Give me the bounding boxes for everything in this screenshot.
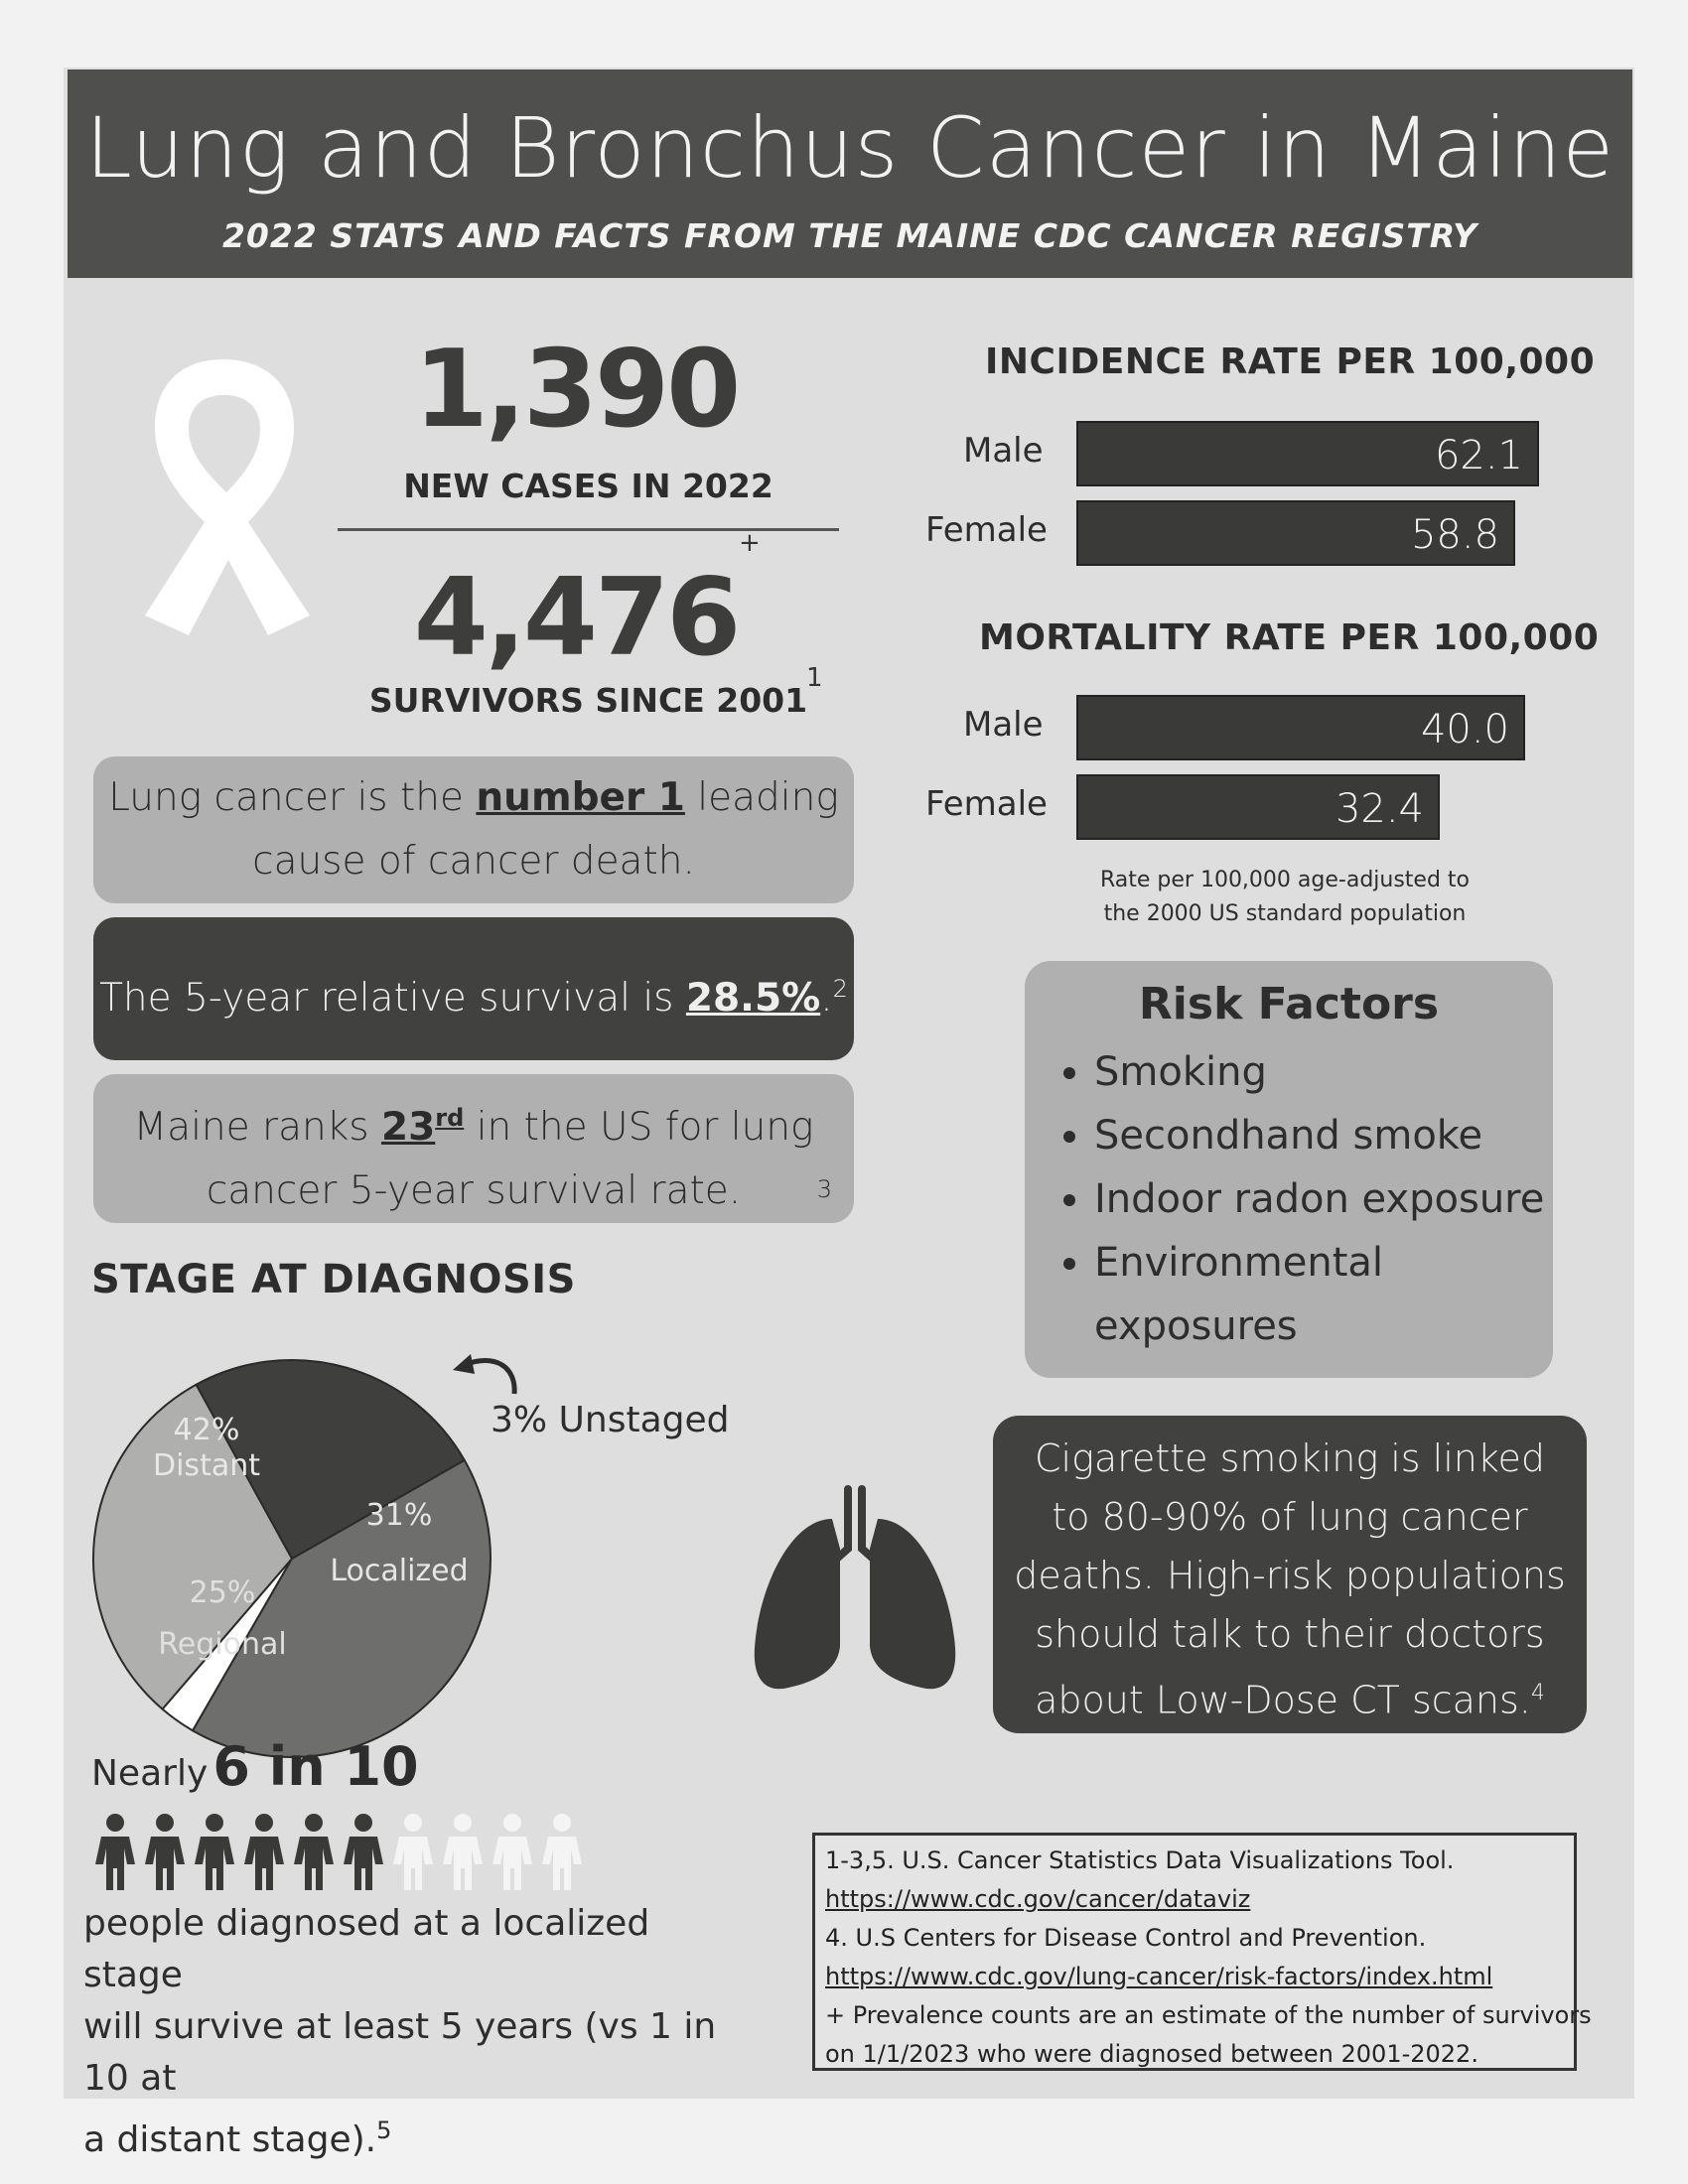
pie-label-distant-pct: 42% — [173, 1413, 240, 1447]
pie-label-distant: Distant — [153, 1448, 260, 1483]
risk-factors-title: Risk Factors — [1138, 979, 1440, 1029]
survivors-plus-marker: + — [739, 528, 761, 558]
fact-leading-line2: cause of cancer death. — [252, 839, 695, 884]
survival-text-line2: will survive at least 5 years (vs 1 in 10 at — [83, 2006, 717, 2099]
stage-pie-chart — [83, 1350, 500, 1767]
ratio-text: 6 in 10 — [212, 1735, 419, 1798]
header-banner — [68, 69, 1632, 278]
smoking-line5: about Low-Dose CT scans. — [1035, 1678, 1531, 1722]
unstaged-label: 3% Unstaged — [491, 1400, 730, 1440]
smoking-info-box — [993, 1416, 1587, 1733]
person-icon-empty — [492, 1814, 532, 1890]
survival-text-line1: people diagnosed at a localized stage — [83, 1903, 650, 1995]
fact-leading-cause — [93, 756, 854, 903]
person-icon-filled — [145, 1814, 185, 1890]
fact-survival-bold: 28.5% — [685, 976, 821, 1021]
person-icon-filled — [344, 1814, 383, 1890]
rate-note-line1: Rate per 100,000 age-adjusted to — [1099, 868, 1471, 892]
nearly-text: Nearly — [91, 1753, 209, 1794]
fact-survival-ref: 2 — [832, 975, 848, 1003]
risk-item: • Environmental exposures — [1094, 1231, 1531, 1358]
page-subtitle: 2022 STATS AND FACTS FROM THE MAINE CDC CANCER REGISTRY — [221, 216, 1478, 255]
person-icon-empty — [443, 1814, 483, 1890]
survivors-label: SURVIVORS SINCE 2001 — [368, 681, 808, 720]
smoking-line2: to 80-90% of lung cancer — [1052, 1495, 1528, 1539]
person-icon-filled — [244, 1814, 284, 1890]
fact-survival-rate — [93, 917, 854, 1060]
risk-factors-list — [1055, 1040, 1544, 1358]
fact-rank-ref: 3 — [816, 1175, 832, 1203]
new-cases-value: 1,390 — [413, 328, 739, 452]
risk-item: • Smoking — [1094, 1040, 1544, 1104]
fact-leading-bold: number 1 — [476, 775, 685, 820]
references-box — [812, 1833, 1592, 2071]
risk-item: • Secondhand smoke — [1094, 1104, 1544, 1167]
reference-2: 4. U.S Centers for Disease Control and Prevention. — [825, 1924, 1427, 1952]
smoking-line4: should talk to their doctors — [1035, 1612, 1545, 1656]
person-icon-empty — [542, 1814, 582, 1890]
incidence-male-bar: 62.1 — [1076, 421, 1539, 486]
mortality-male-label: Male — [963, 705, 1044, 745]
fact-leading-text-post: leading — [684, 775, 839, 820]
pie-label-regional: Regional — [158, 1627, 287, 1662]
fact-leading-text-pre: Lung cancer is the — [108, 775, 477, 820]
reference-1: 1-3,5. U.S. Cancer Statistics Data Visualizations Tool. — [825, 1846, 1455, 1874]
risk-item: • Indoor radon exposure — [1094, 1167, 1544, 1231]
fact-rank-suffix: rd — [435, 1104, 465, 1132]
survival-text-line3: a distant stage). — [83, 2119, 377, 2160]
stats-divider — [338, 528, 839, 531]
incidence-title: INCIDENCE RATE PER 100,000 — [985, 341, 1596, 382]
mortality-male-bar: 40.0 — [1076, 695, 1525, 760]
survival-ref: 5 — [376, 2116, 392, 2144]
fact-rank-bold: 23 — [381, 1105, 436, 1150]
person-icon-empty — [393, 1814, 433, 1890]
smoking-line3: deaths. High-risk populations — [1014, 1554, 1566, 1597]
fact-rank-text-post: in the US for lung — [464, 1105, 814, 1150]
reference-4: on 1/1/2023 who were diagnosed between 2001-2022. — [825, 2040, 1478, 2068]
fact-survival-text-post: . — [820, 976, 833, 1021]
lungs-icon — [741, 1479, 969, 1707]
new-cases-label: NEW CASES IN 2022 — [403, 467, 774, 505]
people-pictogram — [91, 1813, 598, 1892]
fact-survival-text-pre: The 5-year relative survival is — [99, 976, 686, 1021]
pie-label-localized: Localized — [330, 1554, 469, 1588]
incidence-male-label: Male — [963, 431, 1044, 471]
person-icon-filled — [294, 1814, 334, 1890]
reference-1-link[interactable]: https://www.cdc.gov/cancer/dataviz — [825, 1885, 1251, 1913]
person-icon-filled — [95, 1814, 135, 1890]
survivors-value: 4,476 — [413, 556, 739, 680]
mortality-female-label: Female — [925, 784, 1048, 824]
rate-note-line2: the 2000 US standard population — [1103, 901, 1467, 926]
smoking-line1: Cigarette smoking is linked — [1035, 1436, 1545, 1480]
fact-rank-line2: cancer 5-year survival rate. — [206, 1168, 742, 1213]
stage-title: STAGE AT DIAGNOSIS — [91, 1257, 576, 1302]
rate-note — [1047, 864, 1523, 931]
pie-label-regional-pct: 25% — [189, 1575, 256, 1610]
curved-arrow-icon — [445, 1346, 524, 1406]
incidence-female-label: Female — [925, 510, 1048, 550]
person-icon-filled — [195, 1814, 234, 1890]
reference-3: + Prevalence counts are an estimate of the number of survivors — [825, 2001, 1592, 2029]
fact-maine-rank — [93, 1074, 854, 1223]
incidence-female-bar: 58.8 — [1076, 500, 1515, 566]
survivors-ref: 1 — [806, 663, 823, 693]
reference-2-link[interactable]: https://www.cdc.gov/lung-cancer/risk-factors/index.html — [825, 1963, 1493, 1990]
risk-factors-box — [1025, 961, 1553, 1378]
fact-rank-text-pre: Maine ranks — [133, 1105, 381, 1150]
mortality-title: MORTALITY RATE PER 100,000 — [979, 617, 1600, 658]
mortality-female-bar: 32.4 — [1076, 774, 1440, 840]
survival-ratio — [91, 1735, 419, 1798]
page-title: Lung and Bronchus Cancer in Maine — [84, 99, 1616, 197]
pie-label-localized-pct: 31% — [365, 1498, 433, 1533]
smoking-ref: 4 — [1530, 1681, 1545, 1706]
survival-description — [83, 1898, 759, 2166]
awareness-ribbon-icon — [119, 347, 328, 645]
